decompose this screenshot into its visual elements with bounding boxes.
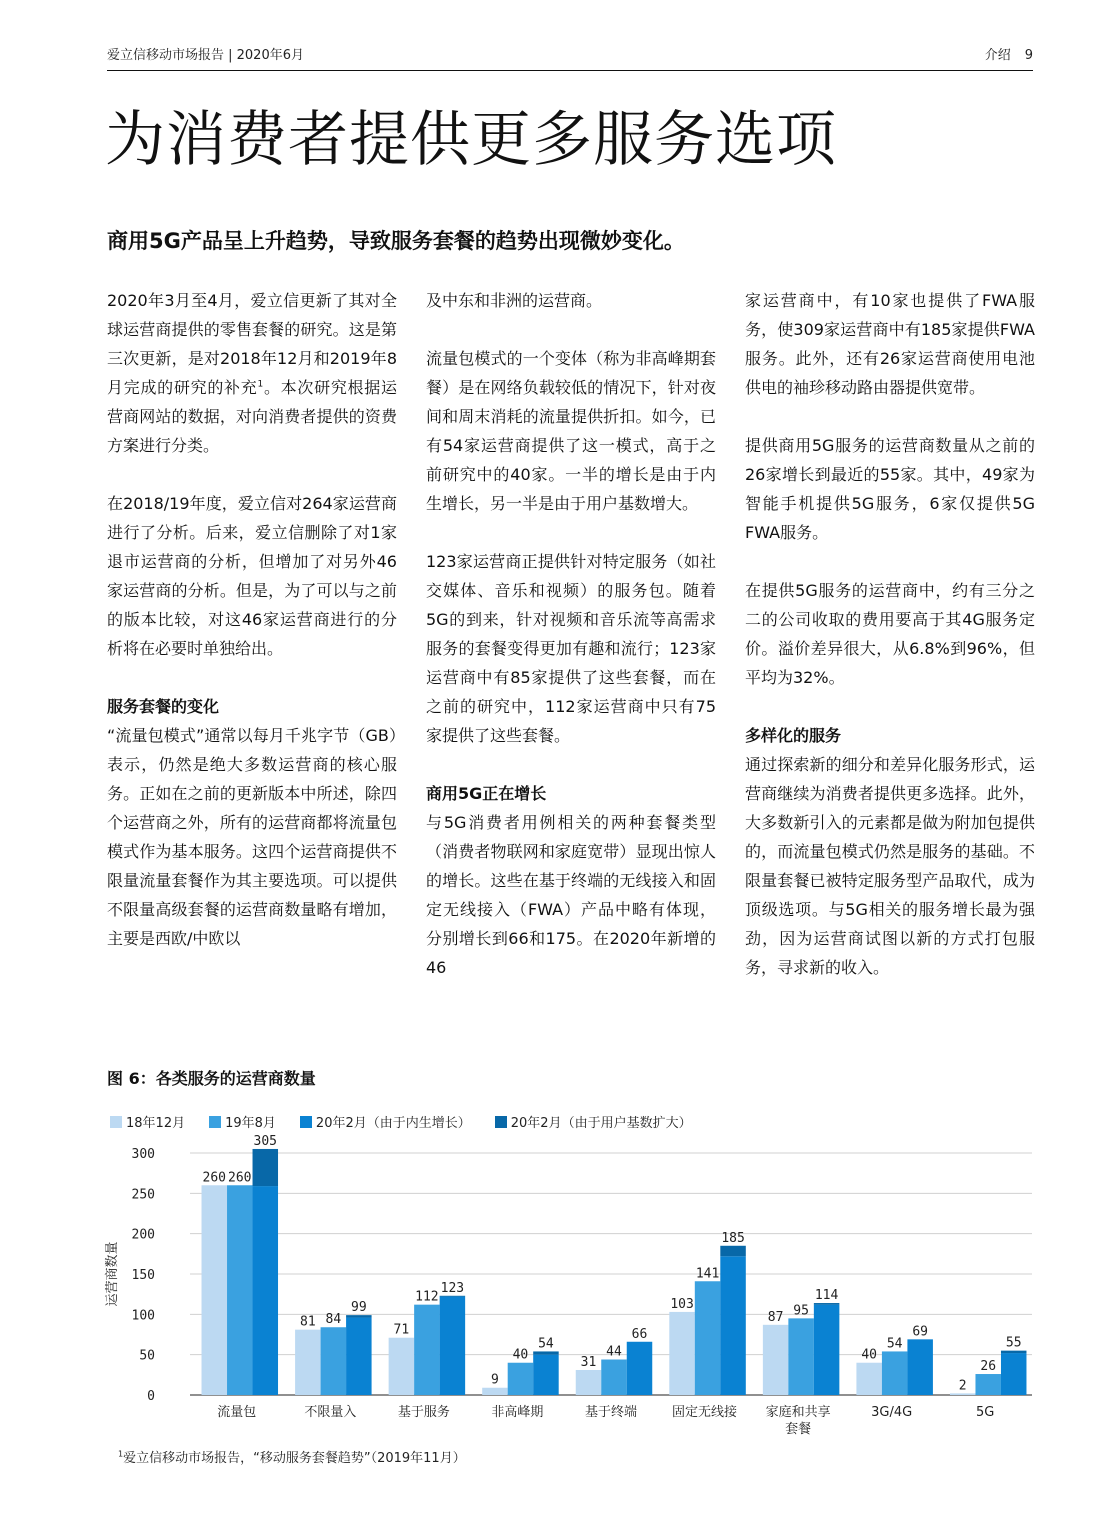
paragraph: 123家运营商正提供针对特定服务（如社交媒体、音乐和视频）的服务包。随着5G的到来，针对视频和音乐流等高需求服务的套餐变得更加有趣和流行；123家运营商中有85家提供了这些套餐，而在之前的研究中，112家运营商中只有75家提供了这些套餐。 <box>426 552 716 745</box>
paragraph: 通过探索新的细分和差异化服务形式，运营商继续为消费者提供更多选择。此外，大多数新引入的元素都是做为附加包提供的，而流量包模式仍然是服务的基础。不限量套餐已被特定服务型产品取代，成为顶级选项。与5G相关的服务增长最为强劲，因为运营商试图以新的方式打包服务，寻求新的收入。 <box>745 755 1035 977</box>
y-tick-label: 150 <box>131 1268 155 1283</box>
data-label: 71 <box>393 1322 410 1338</box>
paragraph: 家运营商中，有10家也提供了FWA服务，使309家运营商中有185家提供FWA服务。此外，还有26家运营商使用电池供电的袖珍移动路由器提供宽带。 <box>745 291 1035 397</box>
legend-item <box>300 1112 471 1131</box>
data-label: 260 <box>202 1170 227 1186</box>
legend-item <box>110 1112 185 1131</box>
page-subtitle: 商用5G产品呈上升趋势，导致服务套餐的趋势出现微妙变化。 <box>107 229 685 253</box>
y-tick-label: 50 <box>139 1348 155 1364</box>
data-label: 54 <box>538 1336 554 1352</box>
data-label: 26 <box>980 1359 997 1375</box>
text-column-3 <box>745 286 1035 1011</box>
bar-18-dec <box>389 1338 415 1395</box>
bar-18-dec <box>669 1312 695 1395</box>
bar-chart <box>100 1135 1040 1440</box>
data-label: 114 <box>814 1288 839 1304</box>
paragraph: “流量包模式”通常以每月千兆字节（GB）表示，仍然是绝大多数运营商的核心服务。正如在之前的更新版本中所述，除四个运营商之外，所有的运营商都将流量包模式作为基本服务。这四个运营商提供不限量流量套餐作为其主要选项。可以提供不限量高级套餐的运营商数量略有增加，主要是西欧/中欧以 <box>107 726 397 948</box>
data-label: 40 <box>512 1347 529 1363</box>
data-label: 69 <box>912 1324 928 1340</box>
x-category-label: 3G/4G <box>871 1405 913 1420</box>
bar-18-dec <box>295 1330 321 1395</box>
paragraph: 流量包模式的一个变体（称为非高峰期套餐）是在网络负载较低的情况下，针对夜间和周末消耗的流量提供折扣。如今，已有54家运营商提供了这一模式，高于之前研究中的40家。一半的增长是由于内生增长，另一半是由于用户基数增大。 <box>426 349 716 513</box>
legend-label: 19年8月 <box>225 1116 276 1131</box>
paragraph: 在提供5G服务的运营商中，约有三分之二的公司收取的费用要高于其4G服务定价。溢价差异很大，从6.8%到96%，但平均为32%。 <box>745 581 1035 687</box>
footnote-marker: 1 <box>118 1449 124 1459</box>
paragraph: 及中东和非洲的运营商。 <box>426 291 603 310</box>
section-heading: 多样化的服务 <box>745 726 842 745</box>
bar-20-feb-new-base <box>814 1303 840 1305</box>
bar-19-aug <box>414 1305 440 1395</box>
page-title: 为消费者提供更多服务选项 <box>105 105 837 175</box>
bar-18-dec <box>576 1370 602 1395</box>
bar-19-aug <box>788 1318 814 1395</box>
data-label: 87 <box>767 1309 784 1325</box>
bar-19-aug <box>321 1327 347 1395</box>
data-label: 9 <box>491 1372 499 1388</box>
text-column-2 <box>426 286 716 1011</box>
x-category-label: 5G <box>976 1405 995 1420</box>
bar-19-aug <box>695 1281 721 1395</box>
legend-swatch <box>300 1116 312 1128</box>
bar-20-feb-new-base <box>1001 1351 1026 1353</box>
bar-20-feb-new-base <box>533 1351 559 1354</box>
data-label: 84 <box>325 1312 342 1328</box>
page-header-left: 爱立信移动市场报告 | 2020年6月 <box>107 48 304 63</box>
footnote-ref: 1 <box>257 379 264 390</box>
bar-19-aug <box>601 1360 627 1395</box>
data-label: 305 <box>253 1135 278 1149</box>
x-category-label: 家庭和共享 <box>765 1405 831 1420</box>
bar-20-feb-organic <box>346 1318 372 1395</box>
figure-title: 图 6：各类服务的运营商数量 <box>107 1069 316 1088</box>
legend-item <box>495 1112 692 1131</box>
bar-20-feb-new-base <box>440 1296 466 1297</box>
bar-20-feb-organic <box>720 1256 746 1395</box>
paragraph: 与5G消费者用例相关的两种套餐类型（消费者物联网和家庭宽带）显现出惊人的增长。这些在基于终端的无线接入和固定无线接入（FWA）产品中略有体现，分别增长到66和175。在2020年新增的46 <box>426 813 716 977</box>
bar-20-feb-organic <box>533 1355 559 1395</box>
legend-item <box>209 1112 276 1131</box>
header-rule <box>107 70 1033 71</box>
bar-20-feb-organic <box>1001 1353 1026 1395</box>
bar-18-dec <box>202 1185 228 1395</box>
x-category-label: 非高峰期 <box>491 1405 544 1420</box>
bar-18-dec <box>763 1325 789 1395</box>
legend-swatch <box>209 1116 221 1128</box>
bar-19-aug <box>227 1185 253 1395</box>
bar-20-feb-organic <box>627 1342 653 1395</box>
text-column-1 <box>107 286 397 982</box>
page-header-right <box>985 44 1033 63</box>
x-category-label: 基于服务 <box>397 1405 450 1420</box>
chart-legend <box>110 1112 716 1131</box>
bar-20-feb-organic <box>814 1305 840 1395</box>
bar-19-aug <box>508 1363 534 1395</box>
data-label: 44 <box>606 1344 622 1360</box>
data-label: 112 <box>415 1289 439 1305</box>
y-axis-label: 运营商数量 <box>105 1241 120 1307</box>
data-label: 95 <box>793 1303 809 1319</box>
section-heading: 服务套餐的变化 <box>107 697 220 716</box>
legend-label: 20年2月（由于内生增长） <box>315 1116 471 1131</box>
bar-18-dec <box>856 1363 882 1395</box>
y-tick-label: 100 <box>131 1308 155 1324</box>
data-label: 185 <box>721 1230 745 1246</box>
y-tick-label: 200 <box>131 1227 155 1243</box>
paragraph: 在2018/19年度，爱立信对264家运营商进行了分析。后来，爱立信删除了对1家退市运营商的分析，但增加了对另外46家运营商的分析。但是，为了可以与之前的版本比较，对这46家运营商进行的分析将在必要时单独给出。 <box>107 494 397 658</box>
section-label: 介绍 <box>984 48 1011 63</box>
bar-20-feb-new-base <box>720 1246 746 1256</box>
data-label: 55 <box>1005 1335 1022 1351</box>
page-number: 9 <box>1024 48 1033 63</box>
data-label: 123 <box>440 1280 465 1296</box>
legend-label: 18年12月 <box>126 1116 186 1131</box>
legend-swatch <box>110 1116 122 1128</box>
legend-label: 20年2月（由于用户基数扩大） <box>510 1116 692 1131</box>
data-label: 31 <box>580 1354 597 1370</box>
y-tick-label: 0 <box>147 1389 155 1404</box>
bar-19-aug <box>975 1374 1001 1395</box>
data-label: 81 <box>300 1314 316 1330</box>
data-label: 2 <box>958 1378 967 1394</box>
x-category-label: 不限量入 <box>304 1405 357 1420</box>
y-tick-label: 300 <box>131 1147 155 1162</box>
x-category-label: 流量包 <box>217 1405 257 1420</box>
x-category-label: 基于终端 <box>584 1405 638 1420</box>
data-label: 260 <box>228 1170 252 1186</box>
section-heading: 商用5G正在增长 <box>426 784 547 803</box>
bar-20-feb-new-base <box>346 1315 372 1317</box>
data-label: 103 <box>670 1296 694 1312</box>
x-category-label: 套餐 <box>785 1422 812 1437</box>
data-label: 66 <box>631 1326 648 1342</box>
data-label: 141 <box>695 1266 720 1282</box>
bar-19-aug <box>882 1351 908 1395</box>
data-label: 40 <box>861 1347 877 1363</box>
bar-20-feb-organic <box>253 1186 279 1395</box>
bar-18-dec <box>482 1388 508 1395</box>
data-label: 54 <box>886 1336 903 1352</box>
footnote: $^1$爱立信移动市场报告，“移动服务套餐趋势”（2019年11月） <box>118 1449 466 1466</box>
x-category-label: 固定无线接 <box>672 1405 738 1420</box>
bar-20-feb-organic <box>440 1297 466 1395</box>
paragraph: 提供商用5G服务的运营商数量从之前的26家增长到最近的55家。其中，49家为智能手机提供5G服务，6家仅提供5G FWA服务。 <box>745 436 1035 542</box>
data-label: 99 <box>351 1300 367 1316</box>
bar-20-feb-organic <box>907 1339 933 1395</box>
y-tick-label: 250 <box>131 1187 155 1203</box>
legend-swatch <box>495 1116 507 1128</box>
paragraph: 2020年3月至4月，爱立信更新了其对全球运营商提供的零售套餐的研究。这是第三次更新，是对2018年12月和2019年8月完成的研究的补充$^1$。本次研究根据运营商网站的数据，对向消费者提供的资费方案进行分类。 <box>107 291 397 455</box>
bar-18-dec <box>950 1393 976 1395</box>
bar-20-feb-new-base <box>253 1149 279 1186</box>
